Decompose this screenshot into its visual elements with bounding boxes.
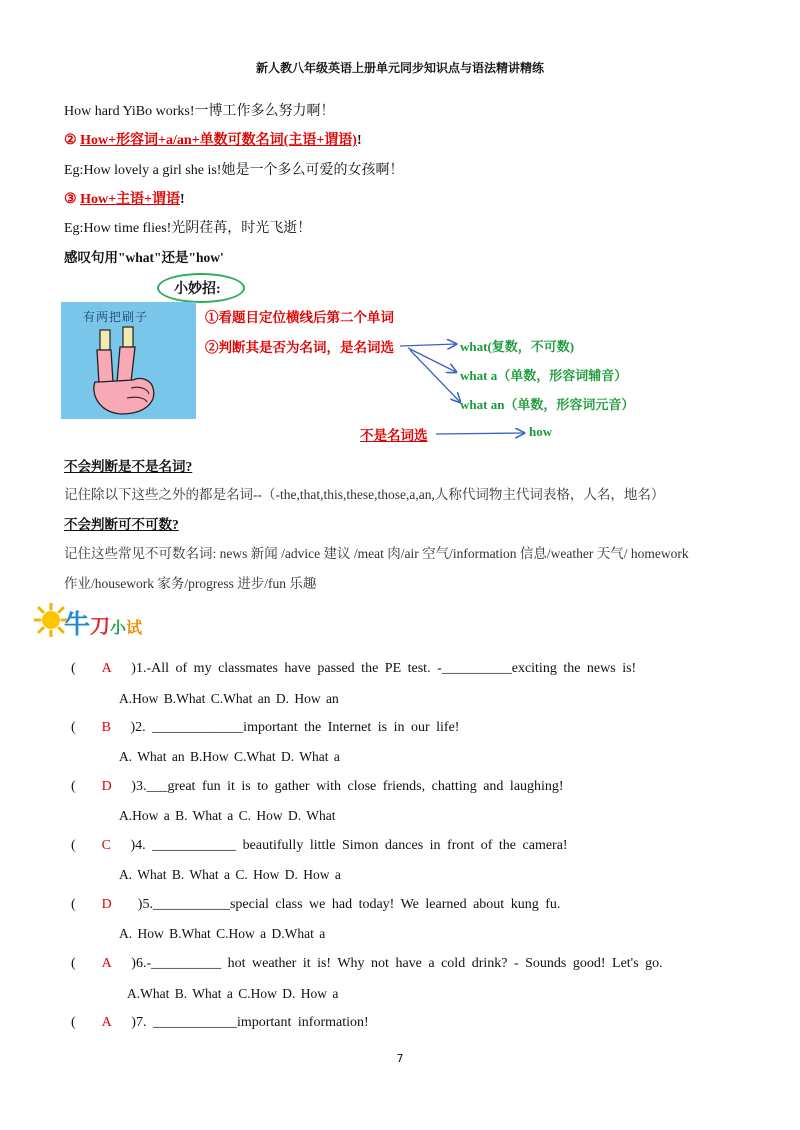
note-answer-1: 记住除以下这些之外的都是名词--（-the,that,this,these,those,a,an,人称代词物主代词表格，人名，地名） <box>64 487 665 502</box>
answer-7: A <box>101 1015 112 1030</box>
question-4: ( C )4. ____________ beautifully little Simon dances in front of the camera! <box>71 838 568 853</box>
question-5-stem: )5.___________special class we had today! We learned about kung fu. <box>137 897 561 912</box>
question-7: ( A )7. ____________important information! <box>71 1015 369 1030</box>
rule-number: ③ <box>64 192 77 207</box>
question-1-options: A.How B.What C.What an D. How an <box>119 691 339 706</box>
note-question-2: 不会判断可不可数? <box>64 517 179 532</box>
branch-what: what(复数，不可数) <box>460 339 575 354</box>
note-answer-2: 记住这些常见不可数名词: news 新闻 /advice 建议 /meat 肉/air 空气/information 信息/weather 天气/ homework <box>64 546 689 561</box>
example-line: How hard YiBo works!一博工作多么努力啊！ <box>64 104 335 119</box>
branch-what-an: what an（单数，形容词元音） <box>460 397 635 412</box>
question-2-stem: )2. _____________important the Internet is in our life! <box>130 720 460 735</box>
branch-what-a: what a（单数，形容词辅音） <box>460 368 628 383</box>
question-3-stem: )3.___great fun it is to gather with close friends, chatting and laughing! <box>131 779 564 794</box>
answer-4: C <box>101 838 112 853</box>
tip-step-2: ②判断其是否为名词，是名词选 <box>205 340 394 355</box>
answer-6: A <box>101 956 112 971</box>
question-2: ( B )2. _____________important the Internet is in our life! <box>71 720 460 735</box>
section-title <box>64 604 142 641</box>
title-char-3: 小 <box>110 618 127 637</box>
tip-step-1: ①看题目定位横线后第二个单词 <box>205 310 394 325</box>
question-3-options: A.How a B. What a C. How D. What <box>119 808 336 823</box>
page-number: 7 <box>396 1052 404 1065</box>
rule-text: How+形容词+a/an+单数可数名词(主语+谓语) <box>80 133 357 148</box>
not-noun-label: 不是名词选 <box>360 428 428 443</box>
rule-end: ! <box>180 192 185 207</box>
question-6: ( A )6.-__________ hot weather it is! Why not have a cold drink? - Sounds good! Let's go. <box>71 956 663 971</box>
rule-number: ② <box>64 133 77 148</box>
question-4-options: A. What B. What a C. How D. How a <box>119 867 341 882</box>
question-3: ( D )3.___great fun it is to gather with close friends, chatting and laughing! <box>71 779 564 794</box>
title-char-1: 牛 <box>64 610 91 640</box>
title-char-2: 刀 <box>90 614 111 638</box>
sun-icon <box>34 603 68 637</box>
answer-3: D <box>101 779 112 794</box>
answer-2: B <box>101 720 112 735</box>
question-5: ( D )5.___________special class we had today! We learned about kung fu. <box>71 897 561 912</box>
branch-how: how <box>529 424 553 439</box>
example-line: Eg:How lovely a girl she is!她是一个多么可爱的女孩啊！ <box>64 163 404 178</box>
illustration-caption: 有两把刷子 <box>83 310 149 324</box>
question-6-stem: )6.-__________ hot weather it is! Why not have a cold drink? - Sounds good! Let's go. <box>131 956 663 971</box>
note-question-1: 不会判断是不是名词? <box>64 459 193 474</box>
rule-text: How+主语+谓语 <box>80 192 181 207</box>
note-answer-2-cont: 作业/housework 家务/progress 进步/fun 乐趣 <box>64 576 317 591</box>
tip-bubble-label: 小妙招: <box>174 282 221 297</box>
question-4-stem: )4. ____________ beautifully little Simon dances in front of the camera! <box>130 838 568 853</box>
rule-end: ! <box>356 133 362 148</box>
page-header: 新人教八年级英语上册单元同步知识点与语法精讲精练 <box>255 61 544 75</box>
section-heading: 感叹句用"what"还是"how' <box>64 250 224 265</box>
title-char-4: 试 <box>126 618 143 637</box>
answer-1: A <box>101 661 112 676</box>
answer-5: D <box>101 897 112 912</box>
question-1-stem: )1.-All of my classmates have passed the PE test. -__________exciting the news is! <box>131 661 637 676</box>
question-7-stem: )7. ____________important information! <box>131 1015 369 1030</box>
example-line: Eg:How time flies!光阴荏苒，时光飞逝！ <box>64 221 312 236</box>
question-5-options: A. How B.What C.How a D.What a <box>119 926 326 941</box>
decision-arrows <box>0 0 800 460</box>
question-6-options: A.What B. What a C.How D. How a <box>127 986 339 1001</box>
question-2-options: A. What an B.How C.What D. What a <box>119 749 340 764</box>
question-1: ( A )1.-All of my classmates have passed the PE test. -__________exciting the news is! <box>71 661 637 676</box>
